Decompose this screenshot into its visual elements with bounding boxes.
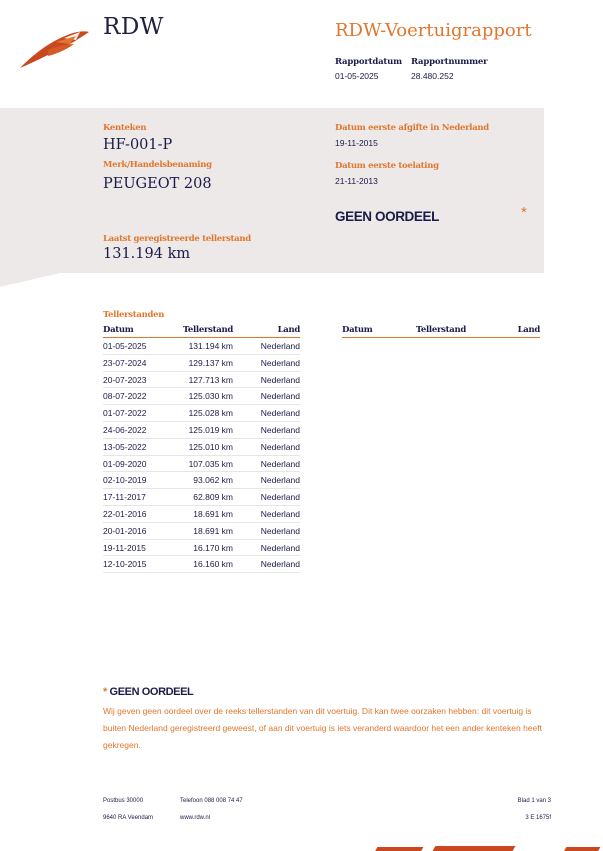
teller-value: 131.194 km <box>103 246 191 262</box>
rapportnummer-value: 28.480.252 <box>411 71 454 81</box>
table-row: 23-07-2024 129.137 km Nederland <box>103 355 300 372</box>
kenteken-value: HF-001-P <box>103 137 173 153</box>
table-row: 01-09-2020 107.035 km Nederland <box>103 456 300 473</box>
table-row: 13-05-2022 125.010 km Nederland <box>103 439 300 456</box>
header-tellerstand: Tellerstand <box>182 325 233 335</box>
toelating-label: Datum eerste toelating <box>335 161 439 171</box>
footer-decoration <box>564 847 601 851</box>
table-row: 12-10-2015 16.160 km Nederland <box>103 556 300 573</box>
rapportdatum-value: 01-05-2025 <box>335 71 379 81</box>
footer-website[interactable]: www.rdw.nl <box>180 815 211 821</box>
rapportdatum-label: Rapportdatum <box>335 57 402 67</box>
note-text: Wij geven geen oordeel over de reeks tellerstanden van dit voertuig. Dit kan twee oorzaken hebben: dit voertuig is buiten Nederland geregistreerd geweest, of aan dit voertuig is iets veranderd waardoor het een ander kenteken heeft gekregen. <box>103 706 542 750</box>
header-land: Land <box>277 325 300 335</box>
footer-plaats: 9640 RA Veendam <box>103 815 154 821</box>
toelating-value: 21-11-2013 <box>335 176 378 186</box>
footer-blad: Blad 1 van 3 <box>517 798 551 804</box>
afgifte-label: Datum eerste afgifte in Nederland <box>335 123 489 133</box>
header-tellerstand-right: Tellerstand <box>415 325 466 335</box>
footer-decoration <box>433 846 516 851</box>
tellerstanden-title: Tellerstanden <box>103 310 165 320</box>
afgifte-value: 19-11-2015 <box>335 138 378 148</box>
table-row: 20-07-2023 127.713 km Nederland <box>103 372 300 389</box>
table-row: 02-10-2019 93.062 km Nederland <box>103 472 300 489</box>
table-header-right <box>342 325 540 338</box>
table-row: 24-06-2022 125.019 km Nederland <box>103 422 300 439</box>
footer-telefoon: Telefoon 088 008 74 47 <box>180 798 243 804</box>
brand-name: RDW <box>103 14 164 40</box>
tellerstanden-table <box>103 325 300 573</box>
footer-postbus: Postbus 30000 <box>103 798 144 804</box>
rapportnummer-label: Rapportnummer <box>411 57 488 67</box>
note-title-text: GEEN OORDEEL <box>109 686 194 698</box>
band-notch <box>0 273 60 287</box>
tellerstanden-table-right <box>342 325 540 338</box>
table-row: 08-07-2022 125.030 km Nederland <box>103 388 300 405</box>
note-star: * <box>103 686 107 698</box>
header-datum: Datum <box>103 325 134 335</box>
teller-label: Laatst geregistreerde tellerstand <box>103 234 251 244</box>
footer-code: 3 E 1675f <box>525 815 551 821</box>
footer-decoration <box>375 847 424 851</box>
table-row: 01-05-2025 131.194 km Nederland <box>103 338 300 355</box>
report-title: RDW-Voertuigrapport <box>335 20 532 41</box>
verdict-asterisk: * <box>521 204 527 221</box>
table-header <box>103 325 300 338</box>
table-row: 22-01-2016 18.691 km Nederland <box>103 506 300 523</box>
table-row: 17-11-2017 62.809 km Nederland <box>103 489 300 506</box>
table-row: 20-01-2016 18.691 km Nederland <box>103 523 300 540</box>
note-title <box>103 686 193 698</box>
verdict-status: GEEN OORDEEL <box>335 209 439 224</box>
table-row: 19-11-2015 16.170 km Nederland <box>103 540 300 557</box>
rdw-logo-icon <box>18 28 90 70</box>
header-land-right: Land <box>517 325 540 335</box>
table-row: 01-07-2022 125.028 km Nederland <box>103 405 300 422</box>
merk-value: PEUGEOT 208 <box>103 176 212 192</box>
merk-label: Merk/Handelsbenaming <box>103 160 212 170</box>
kenteken-label: Kenteken <box>103 123 147 133</box>
header-datum-right: Datum <box>342 325 373 335</box>
